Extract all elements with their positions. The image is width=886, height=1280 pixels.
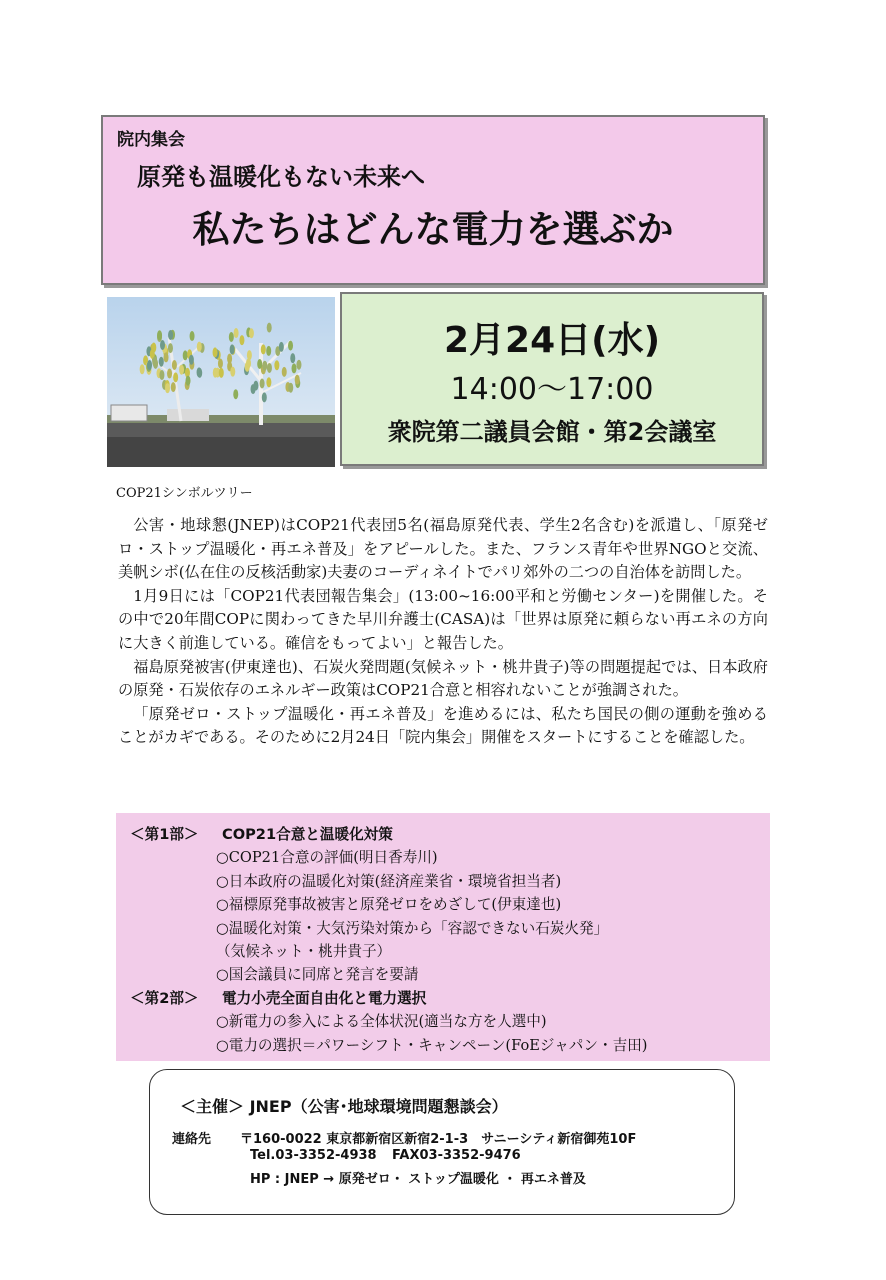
leaf-turbine (245, 362, 250, 372)
part2-label: ＜第2部＞ (130, 989, 199, 1007)
event-date: 2月24日(水) (443, 320, 661, 361)
part1-heading (130, 823, 770, 846)
leaf-turbine (172, 360, 177, 370)
leaf-turbine (165, 383, 170, 393)
leaf-turbine (267, 323, 272, 333)
cop21-symbol-tree-photo (107, 297, 335, 467)
leaf-turbine (164, 352, 169, 362)
leaf-turbine (197, 342, 202, 352)
leaf-turbine (197, 368, 202, 378)
leaf-turbine (151, 343, 156, 353)
leaf-turbine (249, 328, 254, 338)
paragraph: 1月9日には「COP21代表団報告集会」(13:00~16:00平和と労働センター)を開催した。その中で20年間COPに関わってきた早川弁護士(CASA)は「世界は原発に頼らない再エネの方向に大きく前進している。確信をもってよい」と報告した。 (118, 586, 768, 652)
leaf-turbine (140, 364, 145, 374)
leaf-turbine (173, 372, 178, 382)
organizer-address: 〒160-0022 東京都新宿区新宿2-1-3 サニーシティ新宿御苑10F (240, 1132, 637, 1147)
event-type-label: 院内集会 (117, 130, 185, 150)
leaf-turbine (260, 379, 265, 389)
leaf-turbine (171, 382, 176, 392)
leaf-turbine (266, 346, 271, 356)
event-time: 14:00～17:00 (450, 372, 654, 407)
leaf-turbine (183, 350, 188, 360)
list-item: ○国会議員に同席と発言を要請 (216, 966, 419, 984)
leaf-turbine (267, 363, 272, 373)
leaf-turbine (295, 375, 300, 385)
leaf-turbine (147, 360, 152, 370)
leaf-turbine (262, 392, 267, 402)
list-item: ○新電力の参入による全体状況(適当な方を人選中) (216, 1013, 547, 1031)
leaf-turbine (179, 365, 184, 375)
leaf-turbine (274, 360, 279, 370)
part1-title: COP21合意と温暖化対策 (222, 826, 393, 843)
paragraph: 公害・地球懇(JNEP)はCOP21代表団5名(福島原発代表、学生2名含む)を派遣し、「原発ゼロ・ストップ温暖化・再エネ普及」をアピールした。また、フランス青年や世界NGOと交流、美帆シボ(仏在住の反核活動家)夫妻のコーディネイトでパリ郊外の二つの自治体を訪問した。 (118, 516, 768, 582)
leaf-turbine (230, 367, 235, 377)
photo-caption: COP21シンボルツリー (116, 486, 253, 501)
part2-title: 電力小売全面自由化と電力選択 (222, 989, 427, 1007)
organizer-homepage: HP : JNEP → 原発ゼロ・ ストップ温暖化 ・ 再エネ普及 (250, 1172, 586, 1187)
event-title: 私たちはどんな電力を選ぶか (192, 208, 674, 251)
list-item: ○日本政府の温暖化対策(経済産業省・環境省担当者) (216, 872, 562, 890)
body-text (118, 514, 768, 750)
leaf-turbine (167, 369, 172, 379)
leaf-turbine (189, 355, 194, 365)
organizer-tel: Tel.03-3352-4938 (250, 1148, 377, 1163)
part2-heading (130, 987, 770, 1010)
organizer-box (149, 1069, 735, 1215)
contact-label: 連絡先 (172, 1132, 212, 1147)
leaf-turbine (233, 389, 238, 399)
leaf-turbine (186, 376, 191, 386)
leaf-turbine (218, 358, 223, 368)
list-item: ○電力の選択＝パワーシフト・キャンペーン(FoEジャパン・吉田) (216, 1036, 648, 1054)
leaf-turbine (296, 360, 301, 370)
paragraph: 「原発ゼロ・ストップ温暖化・再エネ普及」を進めるには、私たち国民の側の運動を強めることがカギである。そのために2月24日「院内集会」開催をスタートにすることを確認した。 (118, 704, 768, 747)
leaf-turbine (157, 330, 162, 340)
leaf-turbine (262, 361, 267, 371)
leaf-turbine (227, 354, 232, 364)
leaf-turbine (290, 353, 295, 363)
list-item: ○福標原発事故被害と原発ゼロをめざして(伊東達也) (216, 896, 562, 914)
list-item: ○COP21合意の評価(明日香寿川) (216, 849, 438, 867)
leaf-turbine (213, 347, 218, 357)
leaf-turbine (239, 335, 244, 345)
event-subtitle: 原発も温暖化もない未来へ (137, 163, 425, 191)
leaf-turbine (253, 381, 258, 391)
list-item: ○温暖化対策・大気汚染対策から「容認できない石炭火発」 (216, 919, 609, 937)
leaf-turbine (292, 363, 297, 373)
organizer-heading: ＜主催＞ JNEP（公害･地球環境問題懇談会） (180, 1097, 508, 1116)
leaf-turbine (160, 340, 165, 350)
leaf-turbine (234, 328, 239, 338)
date-banner (340, 292, 764, 466)
organizer-fax: FAX03-3352-9476 (392, 1148, 521, 1163)
leaf-turbine (159, 370, 164, 380)
list-item: （気候ネット・桃井貴子） (216, 943, 392, 961)
tree-illustration (107, 297, 335, 467)
leaf-turbine (282, 367, 287, 377)
leaf-turbine (288, 341, 293, 351)
leaf-turbine (266, 377, 271, 387)
leaf-turbine (159, 357, 164, 367)
leaf-turbine (152, 357, 157, 367)
program-box (116, 813, 770, 1061)
leaf-turbine (261, 344, 266, 354)
leaf-turbine (219, 368, 224, 378)
part1-label: ＜第1部＞ (130, 826, 199, 843)
leaf-turbine (229, 332, 234, 342)
leaf-turbine (288, 383, 293, 393)
paragraph: 福島原発被害(伊東達也)、石炭火発問題(気候ネット・桃井貴子)等の問題提起では、日本政府の原発・石炭依存のエネルギー政策はCOP21合意と相容れないことが強調された。 (118, 657, 768, 700)
leaf-turbine (230, 344, 235, 354)
leaf-turbine (168, 330, 173, 340)
leaf-turbine (257, 359, 262, 369)
leaf-turbine (190, 331, 195, 341)
leaf-turbine (168, 343, 173, 353)
title-banner (101, 115, 765, 285)
leaf-turbine (247, 350, 252, 360)
leaf-turbine (213, 368, 218, 378)
leaf-turbine (279, 342, 284, 352)
event-venue: 衆院第二議員会館・第2会議室 (387, 418, 717, 446)
